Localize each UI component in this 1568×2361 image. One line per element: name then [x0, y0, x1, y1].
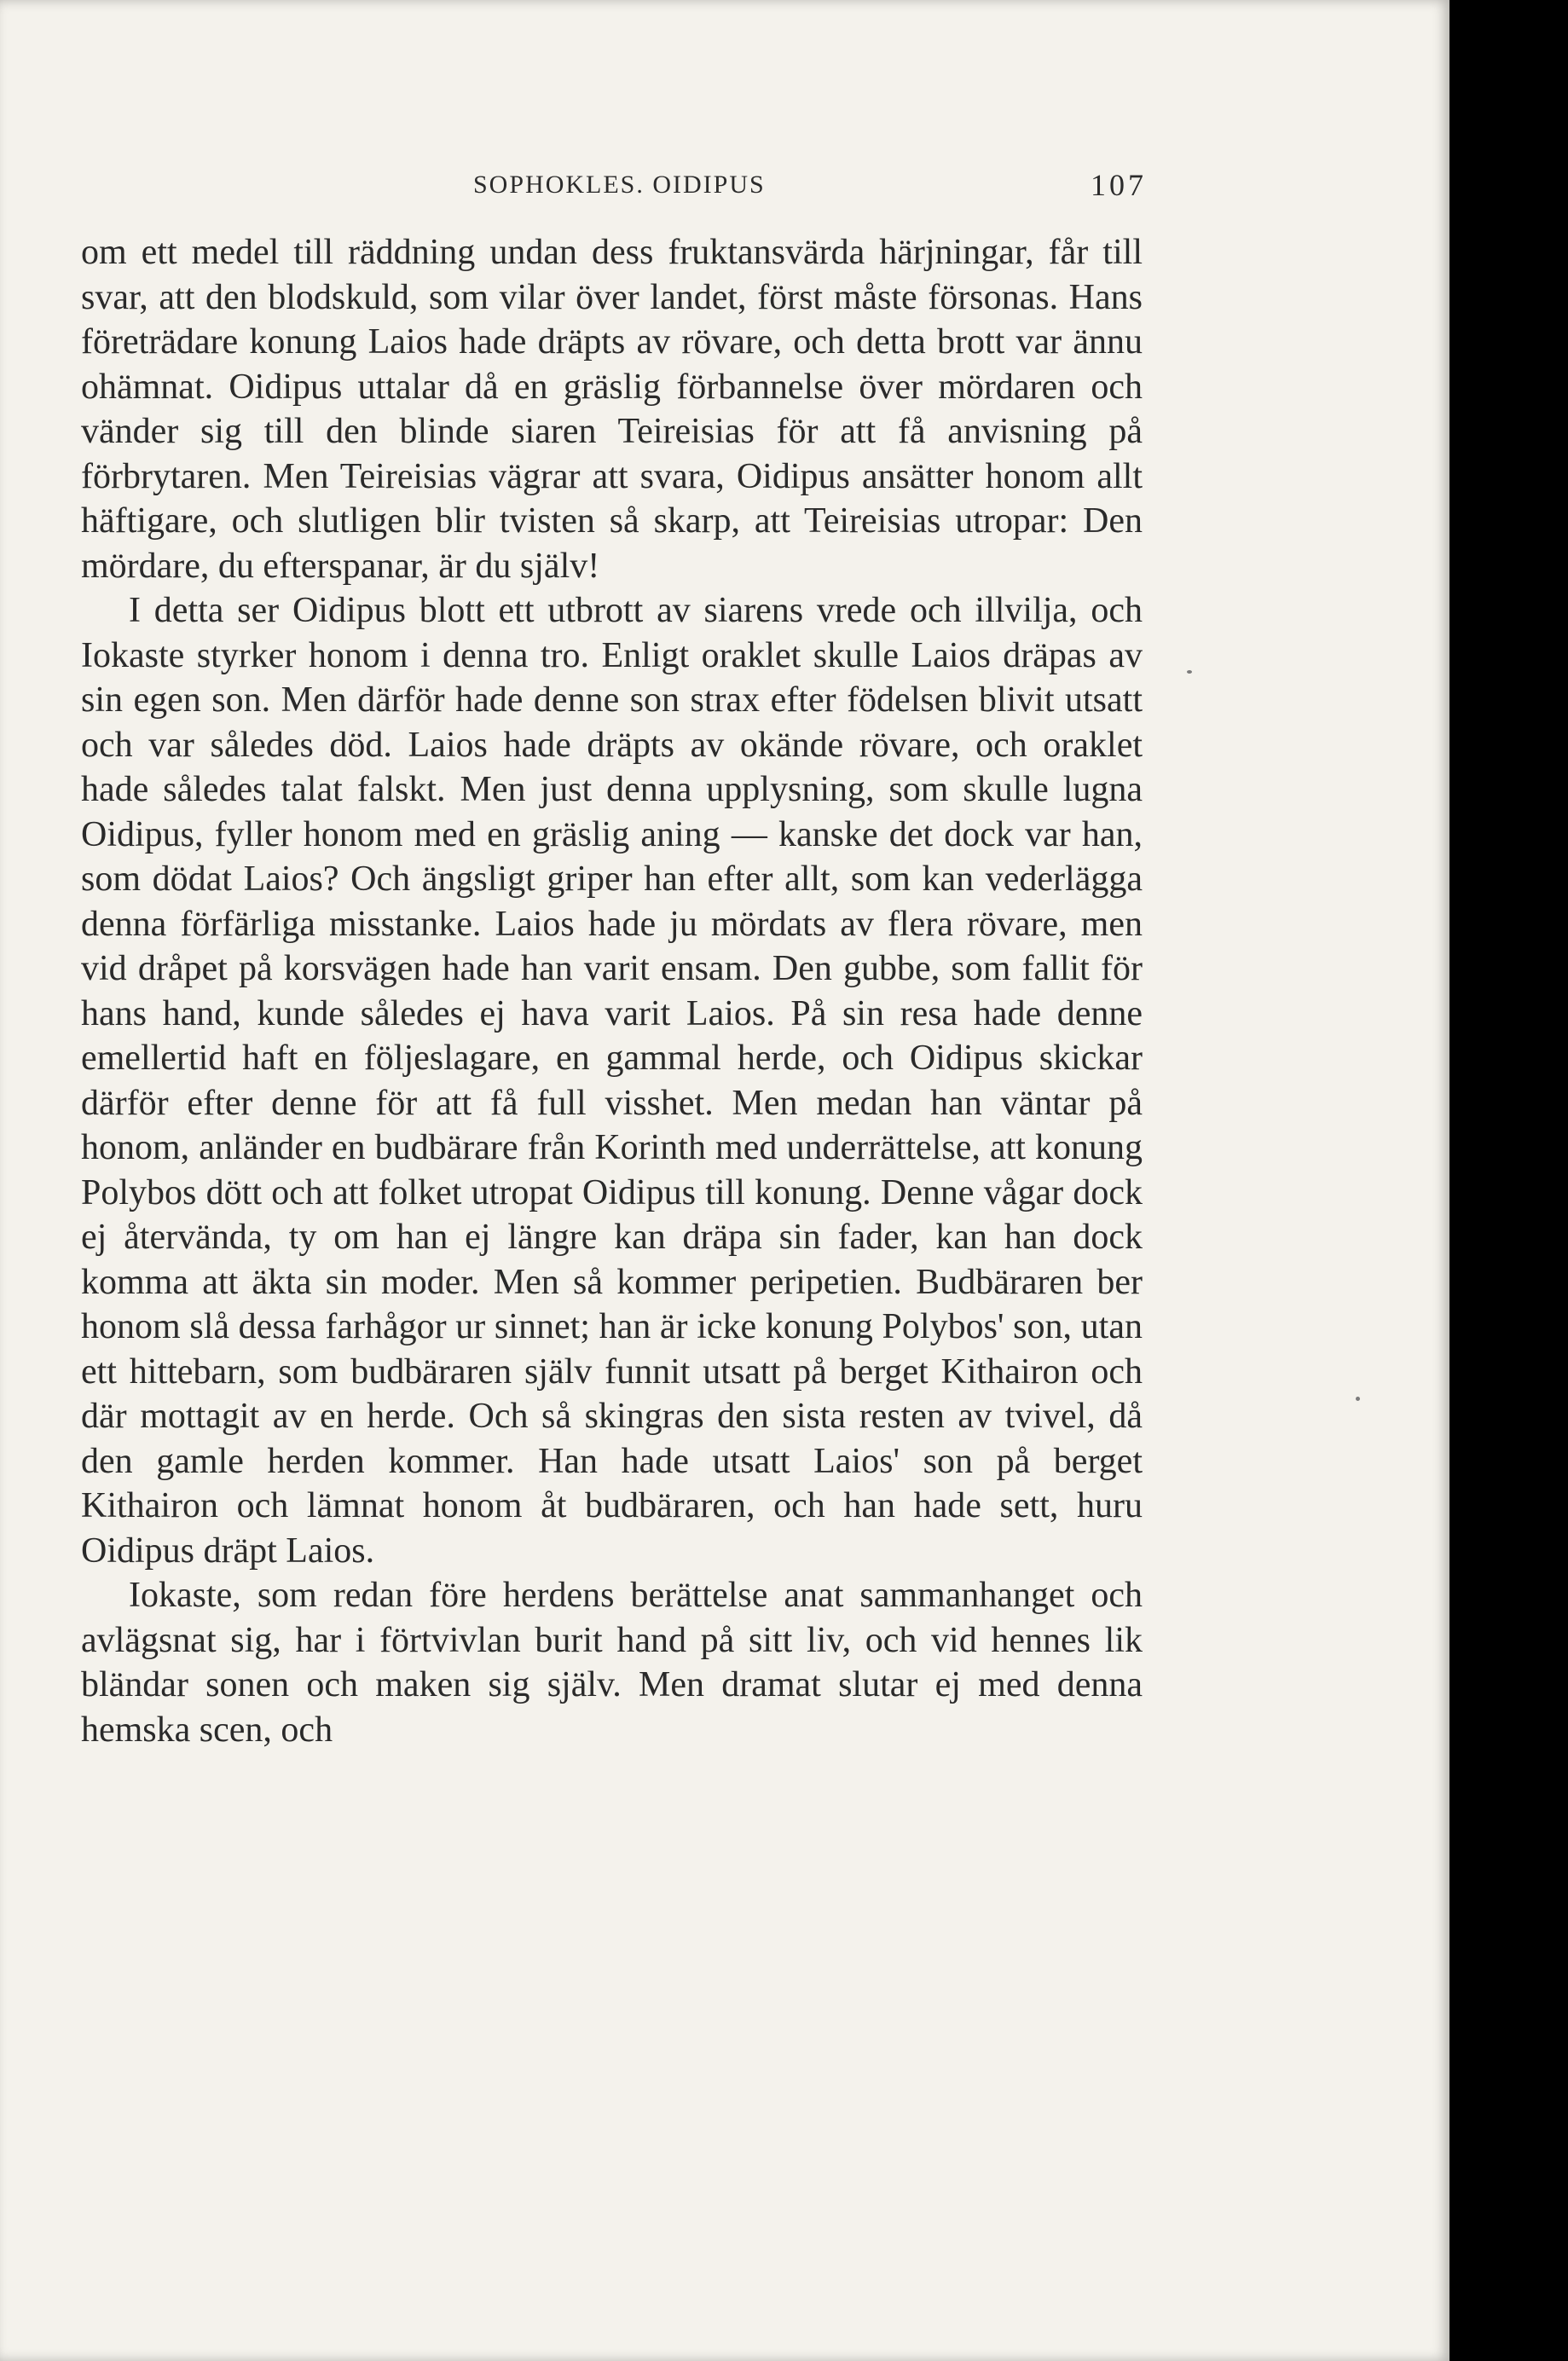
speck-mark: [1187, 670, 1192, 674]
body-text: [81, 230, 1143, 1752]
page-number: 107: [1091, 168, 1147, 202]
running-head: SOPHOKLES. OIDIPUS: [473, 171, 766, 199]
speck-mark: [1356, 1397, 1360, 1401]
paragraph-2: I detta ser Oidipus blott ett utbrott av siarens vrede och illvilja, och Iokaste styrker honom i denna tro. Enligt oraklet skulle Laios dräpas av sin egen son. Men därför hade denne son strax efter födelsen blivit utsatt och var således död. Laios hade dräpts av okände rövare, och oraklet hade således talat falskt. Men just denna upplysning, som skulle lugna Oidipus, fyller honom med en gräslig aning — kanske det dock var han, som dödat Laios? Och ängsligt griper han efter allt, som kan vederlägga denna förfärliga misstanke. Laios hade ju mördats av flera rövare, men vid dråpet på korsvägen hade han varit ensam. Den gubbe, som fallit för hans hand, kunde således ej hava varit Laios. På sin resa hade denne emellertid haft en följeslagare, en gammal herde, och Oidipus skickar därför efter denne för att få full visshet. Men medan han väntar på honom, anländer en budbärare från Korinth med underrättelse, att konung Polybos dött och att folket utropat Oidipus till konung. Denne vågar dock ej återvända, ty om han ej längre kan dräpa sin fader, kan han dock komma att äkta sin moder. Men så kommer peripetien. Budbäraren ber honom slå dessa farhågor ur sinnet; han är icke konung Polybos' son, utan ett hittebarn, som budbäraren själv funnit utsatt på berget Kithairon och där mottagit av en herde. Och så skingras den sista resten av tvivel, då den gamle herden kommer. Han hade utsatt Laios' son på berget Kithairon och lämnat honom åt budbäraren, och han hade sett, huru Oidipus dräpt Laios.: [81, 591, 1143, 1571]
paragraph-1: om ett medel till räddning undan dess fruktansvärda härjningar, får till svar, att den blodskuld, som vilar över landet, först måste försonas. Hans företrädare konung Laios hade dräpts av rövare, och detta brott var ännu ohämnat. Oidipus uttalar då en gräslig förbannelse över mördaren och vänder sig till den blinde siaren Teireisias för att få anvisning på förbrytaren. Men Teireisias vägrar att svara, Oidipus ansätter honom allt häftigare, och slutligen blir tvisten så skarp, att Teireisias utropar: Den mördare, du efterspanar, är du själv!: [81, 233, 1143, 586]
paragraph-3: Iokaste, som redan före herdens berättelse anat sammanhanget och avlägsnat sig, har i förtvivlan burit hand på sitt liv, och vid hennes lik bländar sonen och maken sig själv. Men dramat slutar ej med denna hemska scen, och: [81, 1576, 1143, 1750]
page-header: [81, 168, 1147, 222]
